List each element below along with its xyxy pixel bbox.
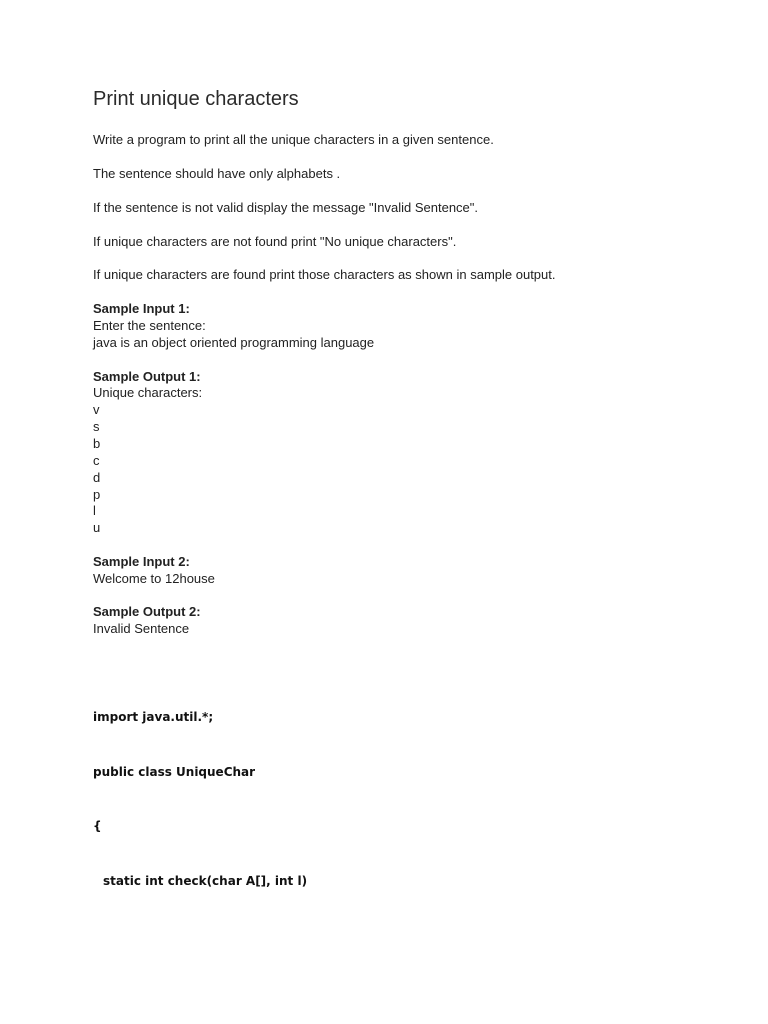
sample-output-1-char: d — [93, 470, 101, 485]
paragraph-none-rule: If unique characters are not found print "No unique characters". — [93, 234, 457, 249]
code-line-class: public class UniqueChar — [93, 765, 256, 779]
code-line-method: static int check(char A[], int l) — [103, 874, 308, 888]
sample-input-2-line: Welcome to 12house — [93, 571, 215, 586]
sample-output-1-char: c — [93, 453, 100, 468]
sample-output-2-heading: Sample Output 2: — [93, 604, 201, 619]
sample-output-1-char: v — [93, 402, 100, 417]
sample-input-1-line: java is an object oriented programming language — [93, 335, 375, 350]
sample-output-1-line: Unique characters: — [93, 385, 203, 400]
sample-output-1-char: s — [93, 419, 100, 434]
sample-input-2-heading: Sample Input 2: — [93, 554, 190, 569]
paragraph-task: Write a program to print all the unique characters in a given sentence. — [93, 132, 494, 147]
paragraph-found-rule: If unique characters are found print those characters as shown in sample output. — [93, 267, 556, 282]
code-line-import: import java.util.*; — [93, 710, 214, 724]
sample-output-1-char: b — [93, 436, 101, 451]
sample-input-1-line: Enter the sentence: — [93, 318, 206, 333]
sample-output-1-char: p — [93, 487, 101, 502]
paragraph-constraint: The sentence should have only alphabets . — [93, 166, 341, 181]
document-title: Print unique characters — [93, 88, 299, 110]
sample-output-1-heading: Sample Output 1: — [93, 369, 201, 384]
code-line-brace: { — [93, 819, 102, 833]
sample-output-2-line: Invalid Sentence — [93, 621, 190, 636]
paragraph-invalid-rule: If the sentence is not valid display the message "Invalid Sentence". — [93, 200, 479, 215]
sample-input-1-heading: Sample Input 1: — [93, 301, 190, 316]
sample-output-1-char: u — [93, 520, 101, 535]
sample-output-1-char: l — [93, 503, 96, 518]
